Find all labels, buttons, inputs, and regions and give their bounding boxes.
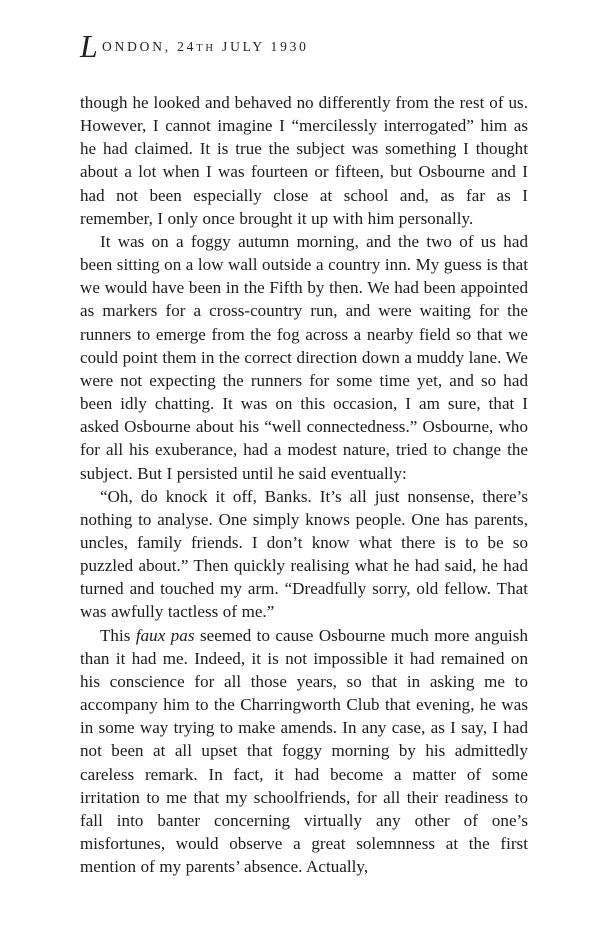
faux-pas-italic: faux pas — [135, 625, 195, 645]
running-head-city: ONDON, — [102, 39, 171, 54]
running-head-text — [102, 37, 309, 59]
paragraph-osbourne-quote: “Oh, do knock it off, Banks. It’s all just nonsense, there’s nothing to analyse. One simply knows people. One has parents, uncles, family friends. I don’t know what there is to be so puzzled about.” Then quickly realising what he had said, he had turned and touched my arm. “Dreadfully sorry, old fellow. That was awfully tactless of me.” — [80, 486, 528, 622]
running-head-ordinal: TH — [196, 43, 216, 54]
running-head-day: 24 — [177, 39, 197, 54]
paragraph-faux-pas — [80, 624, 528, 879]
faux-pas-rest: seemed to cause Osbourne much more anguish than it had me. Indeed, it is not impossible it had remained on his conscience for all those years, so that in asking me to accompany him to the Charringworth Club that evening, he was in some way trying to make amends. In any case, as I say, I had not been at all upset that foggy morning by his admittedly careless remark. In fact, it had become a matter of some irritation to me that my schoolfriends, for all their readiness to fall into banter concerning virtually any other of one’s misfortunes, would observe a great solemnness at the first mention of my parents’ absence. Actually, — [80, 625, 528, 877]
running-head-dropcap: L — [80, 28, 98, 64]
body-text — [80, 91, 528, 878]
paragraph-foggy-morning: It was on a foggy autumn morning, and the two of us had been sitting on a low wall outside a country inn. My guess is that we would have been in the Fifth by then. We had been appointed as markers for a cross-country run, and were waiting for the runners to emerge from the fog across a nearby field so that we could point them in the correct direction down a muddy lane. We were not expecting the runners for some time yet, and so had been idly chatting. It was on this occasion, I am sure, that I asked Osbourne about his “well connectedness.” Osbourne, who for all his exuberance, had a modest nature, tried to change the subject. But I persisted until he said eventually: — [80, 231, 528, 483]
running-head-month-year: JULY 1930 — [222, 39, 309, 54]
paragraph-continuation: though he looked and behaved no differently from the rest of us. However, I cannot imagine I “mercilessly interrogated” him as he had claimed. It is true the subject was something I thought about a lot when I was fourteen or fifteen, but Osbourne and I had not been especially close at school and, as far as I remember, I only once brought it up with him personally. — [80, 93, 528, 228]
faux-pas-lead: This — [100, 625, 136, 645]
